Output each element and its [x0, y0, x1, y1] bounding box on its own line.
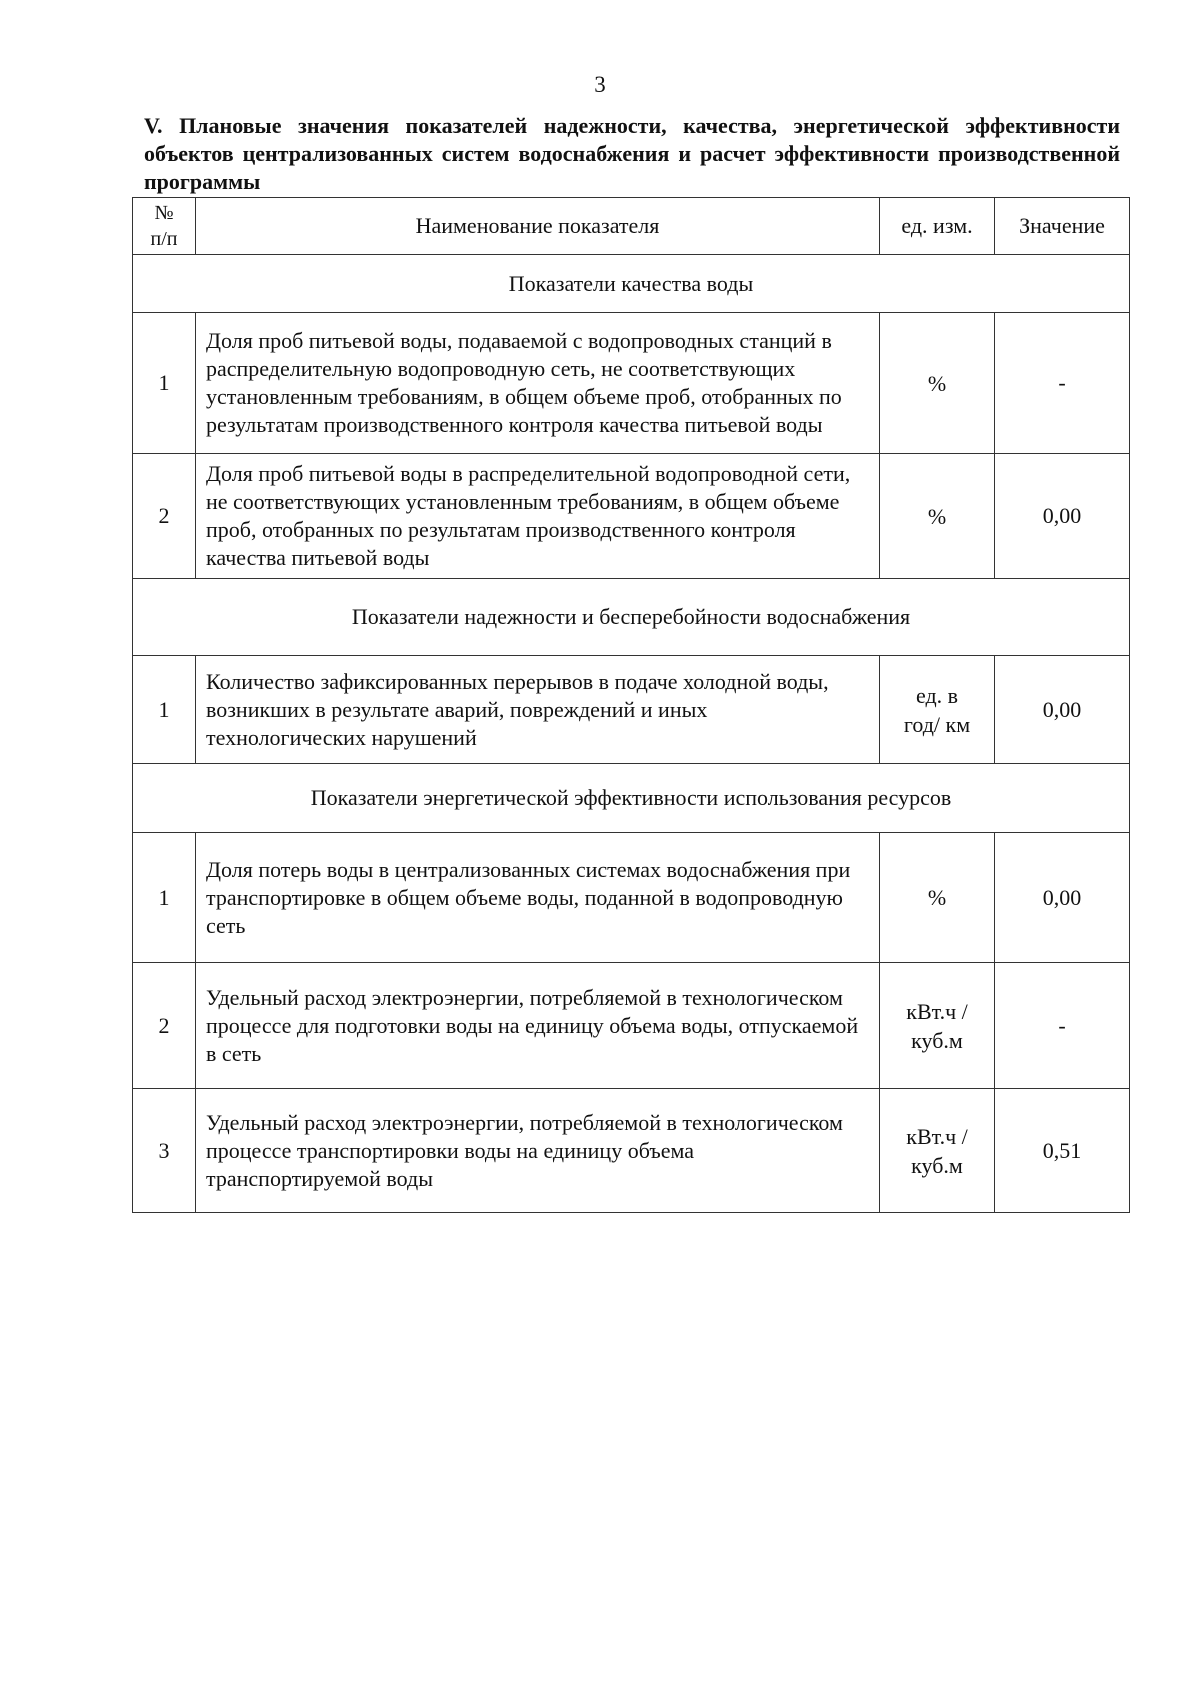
row-unit	[880, 656, 995, 764]
section-heading: V. Плановые значения показателей надежности, качества, энергетической эффективности объектов централизованных систем водоснабжения и расчет эффективности производственной программы	[144, 113, 1120, 194]
section-row-energy	[133, 764, 1130, 833]
table-row	[133, 454, 1130, 579]
row-unit-line2: куб.м	[911, 1027, 963, 1053]
row-value: 0,51	[995, 1089, 1130, 1213]
row-unit-line2: год/ км	[903, 711, 971, 737]
section-row-reliability	[133, 579, 1130, 656]
row-unit	[880, 833, 995, 963]
table-row	[133, 656, 1130, 764]
indicators-table	[132, 197, 1130, 1213]
table-row	[133, 833, 1130, 963]
row-unit-line1: кВт.ч /	[906, 1123, 968, 1149]
row-unit	[880, 454, 995, 579]
table-row	[133, 313, 1130, 454]
section-title: Показатели энергетической эффективности использования ресурсов	[133, 764, 1130, 833]
row-num: 2	[133, 454, 196, 579]
table-row	[133, 963, 1130, 1089]
row-num: 3	[133, 1089, 196, 1213]
header-num-line1: №	[154, 202, 174, 224]
row-unit	[880, 313, 995, 454]
row-value: 0,00	[995, 454, 1130, 579]
header-num-line2: п/п	[150, 228, 178, 250]
header-name: Наименование показателя	[196, 198, 880, 255]
row-name: Удельный расход электроэнергии, потребляемой в технологическом процессе транспортировки воды на единицу объема транспортируемой воды	[196, 1089, 880, 1213]
row-unit-line1: ед. в	[915, 682, 959, 708]
row-num: 1	[133, 656, 196, 764]
row-num: 1	[133, 833, 196, 963]
section-title: Показатели качества воды	[133, 255, 1130, 313]
row-unit-line1: %	[927, 885, 947, 910]
table-header-row	[133, 198, 1130, 255]
row-name: Количество зафиксированных перерывов в подаче холодной воды, возникших в результате аварий, повреждений и иных технологических нарушений	[196, 656, 880, 764]
section-row-quality	[133, 255, 1130, 313]
row-name: Доля потерь воды в централизованных системах водоснабжения при транспортировке в общем объеме воды, поданной в водопроводную сеть	[196, 833, 880, 963]
row-value: -	[995, 963, 1130, 1089]
header-num	[133, 198, 196, 255]
row-value: 0,00	[995, 656, 1130, 764]
row-unit-line2: куб.м	[911, 1152, 963, 1178]
row-unit-line1: %	[927, 503, 947, 529]
section-title: Показатели надежности и бесперебойности водоснабжения	[133, 579, 1130, 656]
page-number: 3	[594, 72, 606, 97]
row-unit-line1: кВт.ч /	[906, 998, 968, 1024]
row-value: -	[995, 313, 1130, 454]
row-name: Доля проб питьевой воды, подаваемой с водопроводных станций в распределительную водопроводную сеть, не соответствующих установленным требованиям, в общем объеме проб, отобранных по результатам производственного контроля качества питьевой воды	[196, 313, 880, 454]
row-unit	[880, 963, 995, 1089]
row-unit-line1: %	[927, 370, 947, 396]
row-name: Удельный расход электроэнергии, потребляемой в технологическом процессе для подготовки воды на единицу объема воды, отпускаемой в сеть	[196, 963, 880, 1089]
header-value: Значение	[995, 198, 1130, 255]
row-unit	[880, 1089, 995, 1213]
table-row	[133, 1089, 1130, 1213]
row-num: 2	[133, 963, 196, 1089]
row-name: Доля проб питьевой воды в распределительной водопроводной сети, не соответствующих установленным требованиям, в общем объеме проб, отобранных по результатам производственного контроля качества питьевой воды	[196, 454, 880, 579]
row-value: 0,00	[995, 833, 1130, 963]
header-unit: ед. изм.	[880, 198, 995, 255]
row-num: 1	[133, 313, 196, 454]
